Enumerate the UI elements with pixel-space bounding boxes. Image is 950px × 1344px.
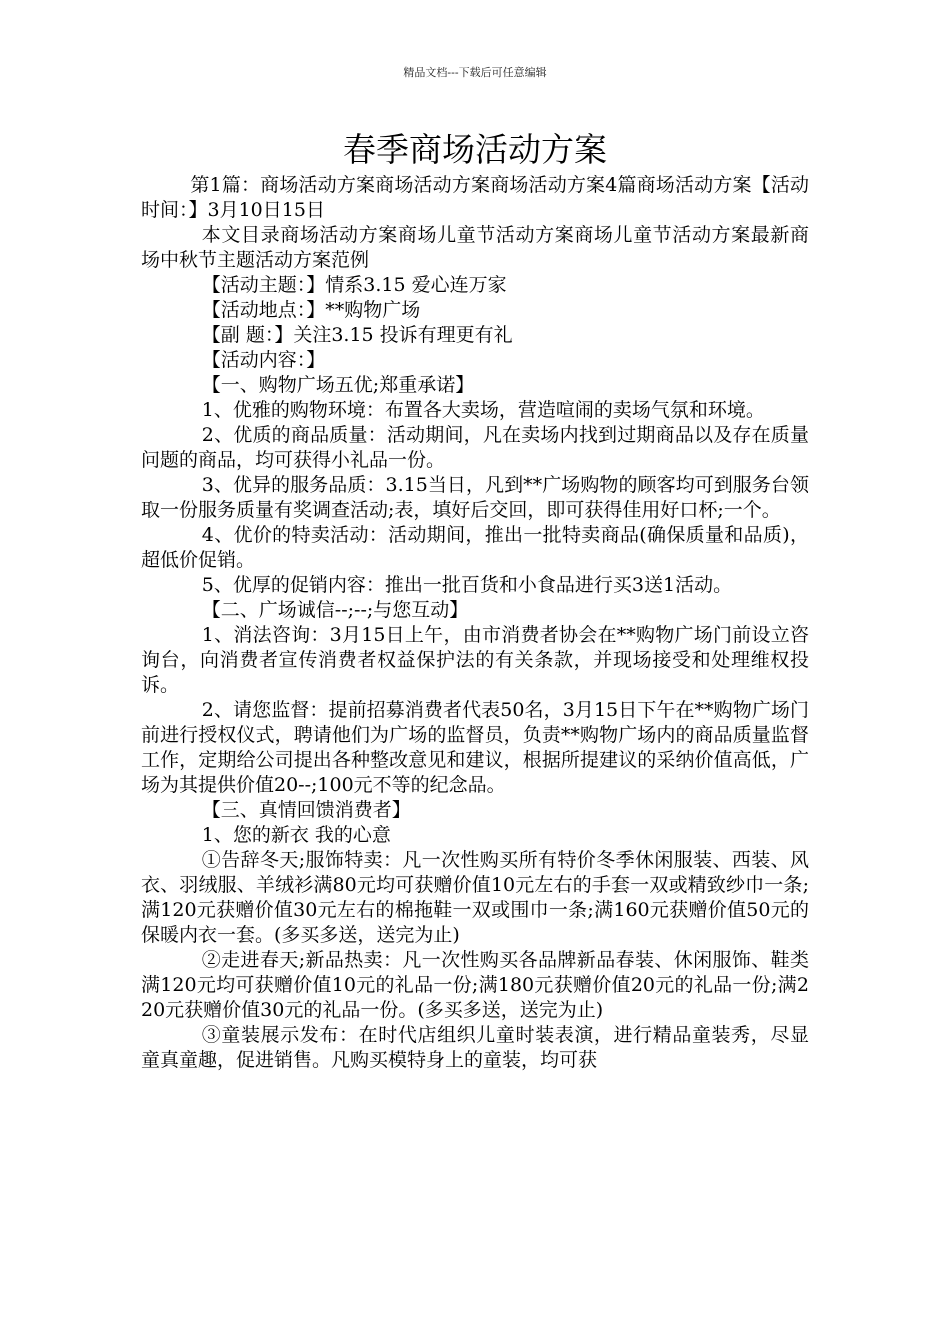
body-paragraph: 1、您的新衣 我的心意 <box>201 824 391 846</box>
body-paragraph: 2、请您监督：提前招募消费者代表50名，3月15日下午在**购物广场门前进行授权仪式，聘请他们为广场的监督员，负责**购物广场内的商品质量监督工作，定期给公司提出各种整改意见和建议，根据所提建议的采纳价值高低，广场为其提供价值20--;100元不等的纪念品。 <box>141 699 809 796</box>
body-paragraph: 2、优质的商品质量：活动期间，凡在卖场内找到过期商品以及存在质量问题的商品，均可获得小礼品一份。 <box>141 424 809 471</box>
header-note: 精品文档---下载后可任意编辑 <box>403 66 547 79</box>
body-paragraph: 4、优价的特卖活动：活动期间，推出一批特卖商品(确保质量和品质)，超低价促销。 <box>141 524 809 571</box>
body-paragraph: ②走进春天;新品热卖：凡一次性购买各品牌新品春装、休闲服饰、鞋类满120元均可获赠价值10元的礼品一份;满180元获赠价值20元的礼品一份;满220元获赠价值30元的礼品一份。(多买多送，送完为止) <box>141 949 809 1021</box>
body-paragraph: 第1篇：商场活动方案商场活动方案商场活动方案4篇商场活动方案【活动时间：】3月10日15日 <box>141 174 809 221</box>
body-paragraph: 1、消法咨询：3月15日上午，由市消费者协会在**购物广场门前设立咨询台，向消费者宣传消费者权益保护法的有关条款，并现场接受和处理维权投诉。 <box>141 624 809 696</box>
body-paragraph: 1、优雅的购物环境：布置各大卖场，营造喧闹的卖场气氛和环境。 <box>201 399 765 421</box>
body-paragraph: 【活动内容：】 <box>201 349 326 371</box>
body-paragraph: 5、优厚的促销内容：推出一批百货和小食品进行买3送1活动。 <box>201 574 733 596</box>
body-paragraph: 【活动主题：】情系3.15 爱心连万家 <box>201 274 507 296</box>
body-paragraph: 【二、广场诚信--;--;与您互动】 <box>201 599 469 621</box>
body-paragraph: 【一、购物广场五优;郑重承诺】 <box>201 374 475 396</box>
body-paragraph: ③童装展示发布：在时代店组织儿童时装表演，进行精品童装秀，尽显童真童趣，促进销售。凡购买模特身上的童装，均可获 <box>141 1024 809 1071</box>
body-paragraph: 【副 题：】关注3.15 投诉有理更有礼 <box>201 324 513 346</box>
document-title: 春季商场活动方案 <box>343 130 607 169</box>
body-paragraph: ①告辞冬天;服饰特卖：凡一次性购买所有特价冬季休闲服装、西装、风衣、羽绒服、羊绒衫满80元均可获赠价值10元左右的手套一双或精致纱巾一条;满120元获赠价值30元左右的棉拖鞋一双或围巾一条;满160元获赠价值50元的保暖内衣一套。(多买多送，送完为止) <box>141 849 809 946</box>
document-body <box>141 173 809 1073</box>
body-paragraph: 【活动地点：】**购物广场 <box>201 299 421 321</box>
body-paragraph: 【三、真情回馈消费者】 <box>201 799 411 821</box>
body-paragraph: 3、优异的服务品质：3.15当日，凡到**广场购物的顾客均可到服务台领取一份服务质量有奖调查活动;表，填好后交回，即可获得佳用好口杯;一个。 <box>141 474 809 521</box>
body-paragraph: 本文目录商场活动方案商场儿童节活动方案商场儿童节活动方案最新商场中秋节主题活动方案范例 <box>141 224 809 271</box>
